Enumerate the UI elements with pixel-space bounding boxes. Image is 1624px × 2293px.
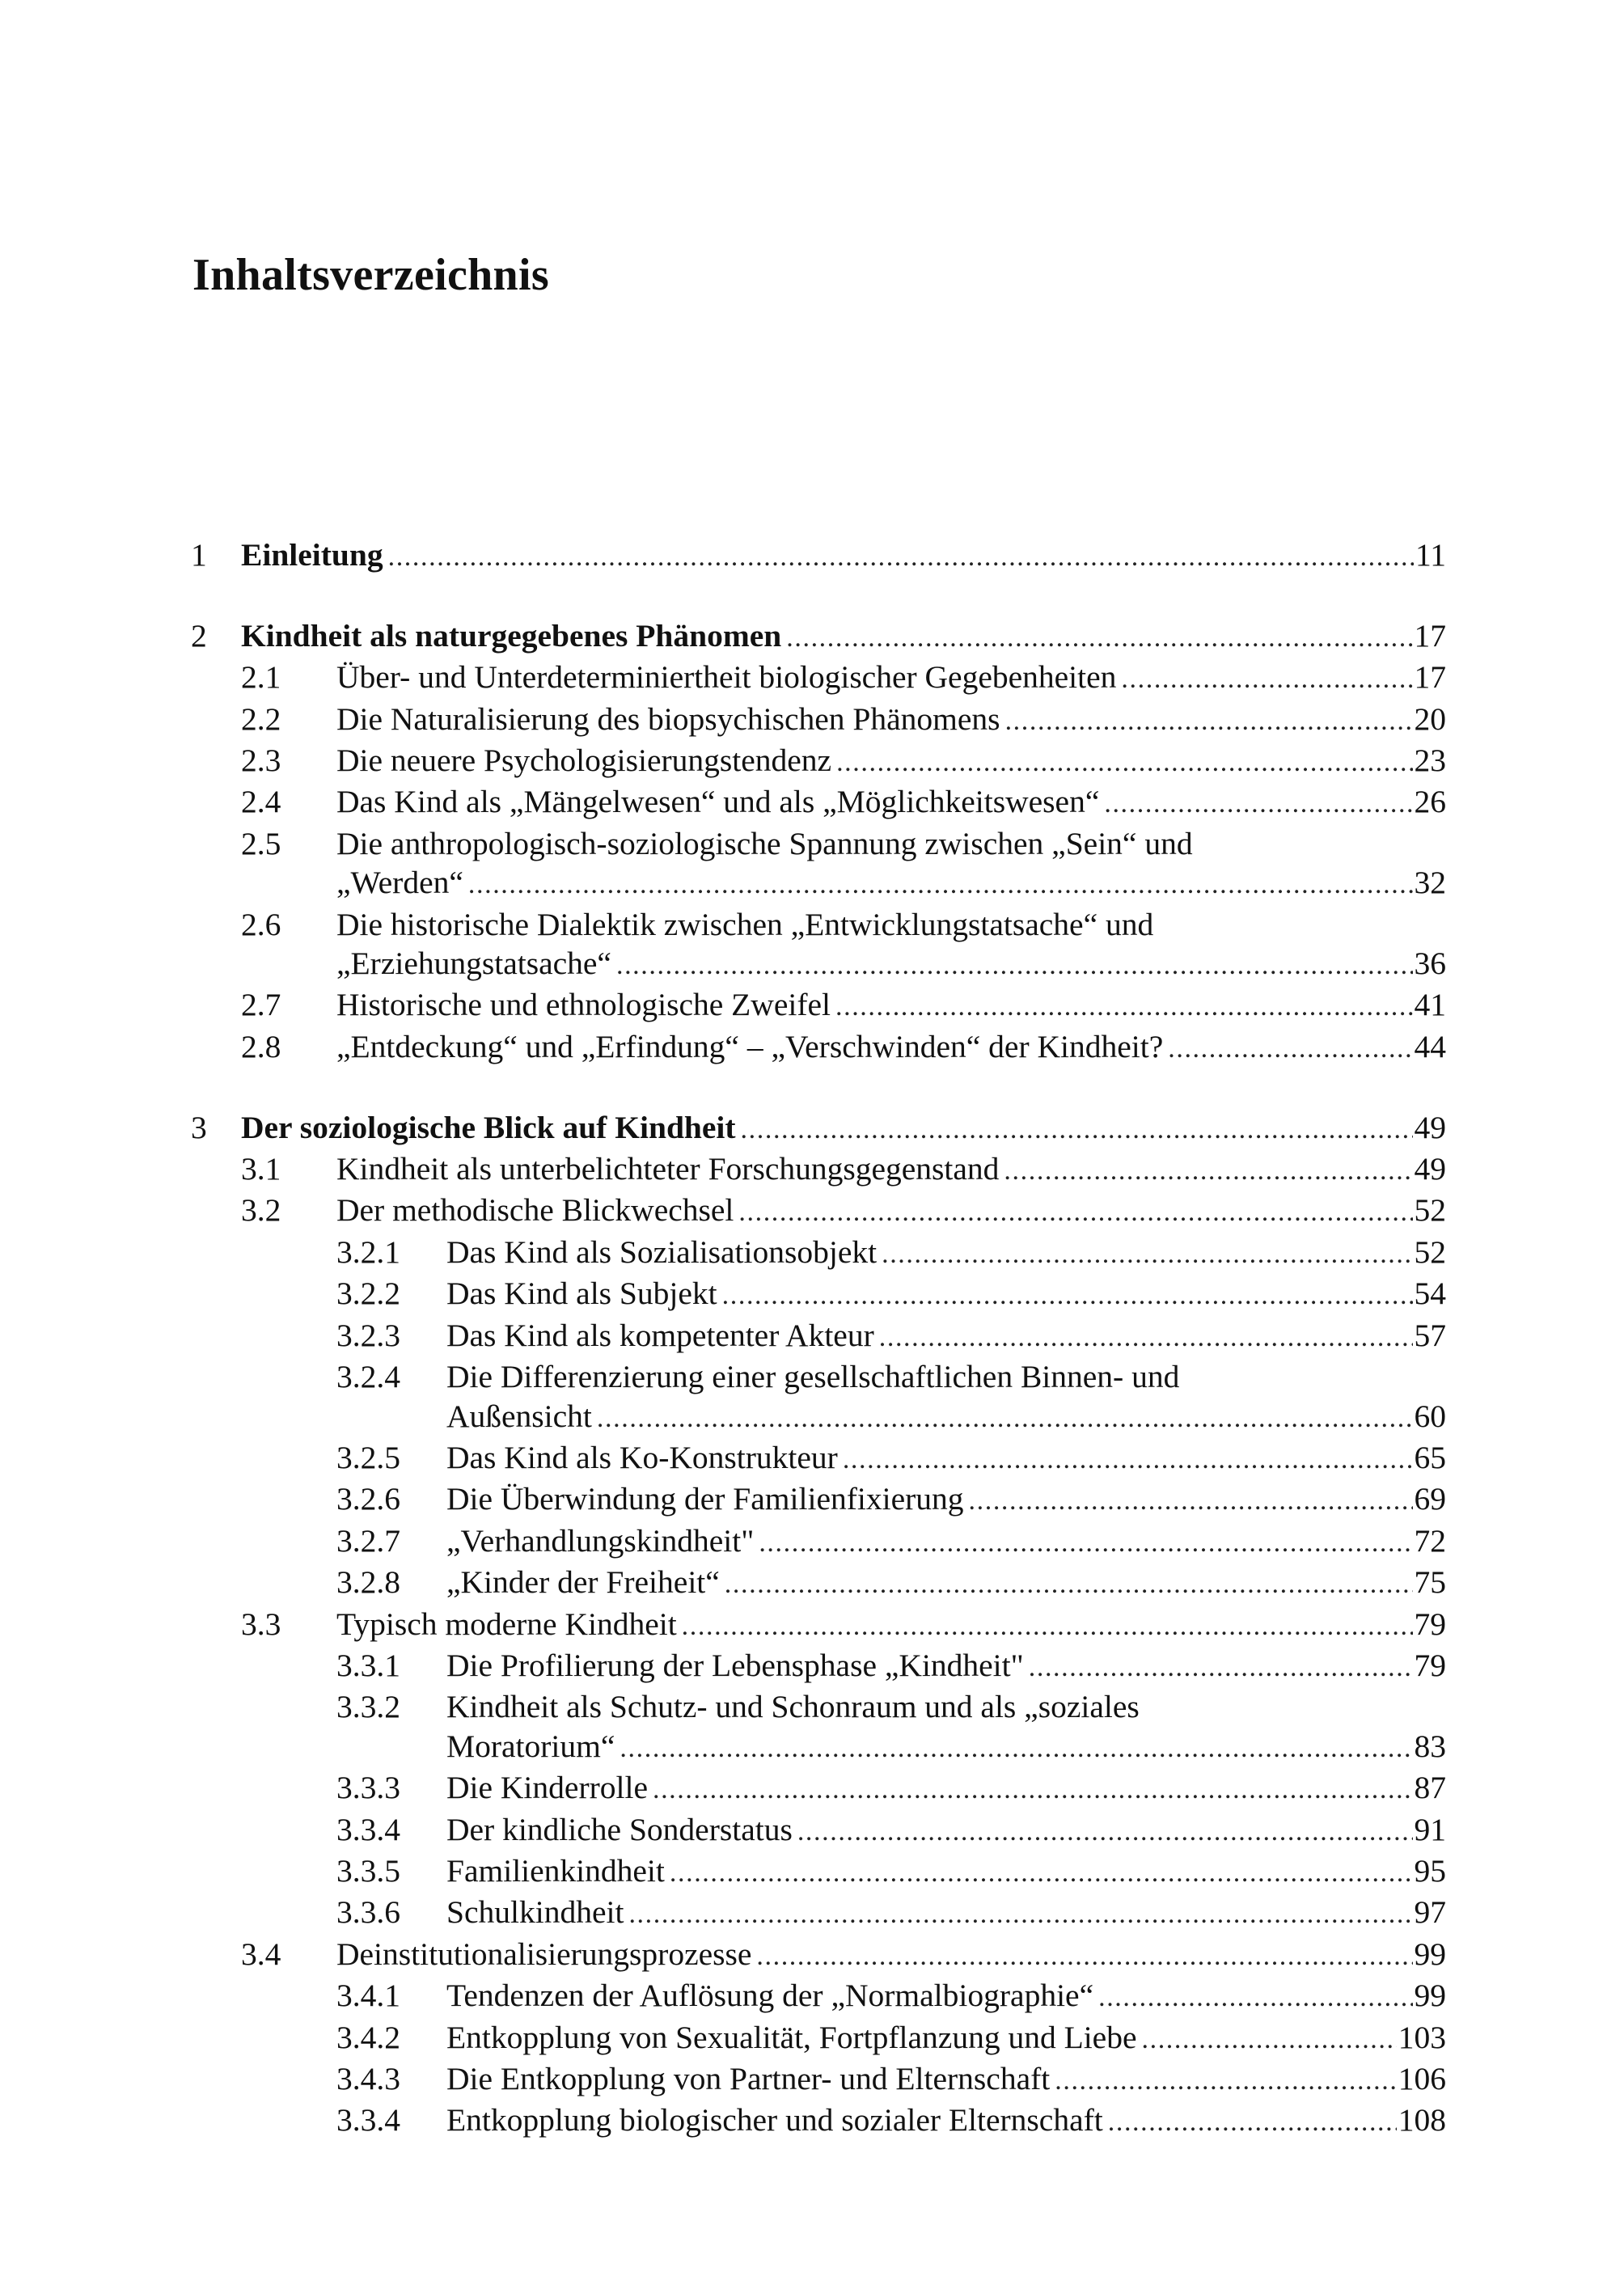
toc-page-number: 69 <box>1414 1481 1446 1517</box>
toc-title: Die Naturalisierung des biopsychischen Phänomens <box>336 700 1000 737</box>
dot-leader <box>882 1235 1412 1274</box>
toc-title: Historische und ethnologische Zweifel <box>336 987 831 1023</box>
toc-title: Über- und Unterdeterminiertheit biologischer Gegebenheiten <box>336 659 1117 696</box>
toc-chapter-1[interactable] <box>191 535 1446 577</box>
toc-number: 3.4.3 <box>336 2061 400 2096</box>
toc-section-2-6[interactable] <box>191 905 1446 986</box>
toc-title: Die Überwindung der Familienfixierung <box>446 1481 964 1517</box>
dot-leader <box>725 1565 1413 1604</box>
toc-title: Das Kind als „Mängelwesen“ und als „Möglichkeitswesen“ <box>336 784 1100 820</box>
dot-leader <box>1108 2103 1397 2142</box>
toc-title-line: Die historische Dialektik zwischen „Entwicklungstatsache“ und <box>336 906 1154 942</box>
toc-page-number: 52 <box>1414 1233 1446 1270</box>
dot-leader <box>670 1854 1413 1893</box>
toc-page-number: 17 <box>1414 617 1446 654</box>
toc-section-3-4[interactable] <box>191 1935 1446 1976</box>
dot-leader <box>682 1607 1413 1646</box>
table-of-contents <box>191 535 1446 2143</box>
toc-section-2-4[interactable] <box>191 782 1446 823</box>
toc-page-number: 57 <box>1414 1317 1446 1353</box>
toc-title: „Erziehungstatsache“ <box>336 946 611 982</box>
dot-leader <box>969 1482 1413 1521</box>
toc-section-2-8[interactable] <box>191 1027 1446 1068</box>
dot-leader <box>388 538 1414 577</box>
toc-number: 3.2 <box>241 1192 281 1229</box>
toc-chapter-3[interactable] <box>191 1108 1446 1149</box>
toc-number: 3.3.4 <box>336 1811 400 1847</box>
dot-leader <box>879 1318 1413 1357</box>
toc-page-number: 95 <box>1414 1852 1446 1889</box>
toc-title: Entkopplung biologischer und sozialer Elternschaft <box>446 2102 1103 2139</box>
toc-subsection-3-3-4[interactable] <box>191 1810 1446 1851</box>
toc-number: 3.2.5 <box>336 1439 400 1475</box>
toc-subsection-3-2-3[interactable] <box>191 1316 1446 1357</box>
toc-page-number: 54 <box>1414 1276 1446 1312</box>
toc-number: 3.4 <box>241 1936 281 1972</box>
toc-title-line: Die anthropologisch-soziologische Spannung zwischen „Sein“ und <box>336 825 1193 861</box>
toc-number: 3.2.3 <box>336 1317 400 1353</box>
toc-subsection-3-4-2[interactable] <box>191 2018 1446 2059</box>
spacer <box>191 1068 1446 1107</box>
toc-number: 3.3.4 <box>336 2102 400 2139</box>
toc-number: 2.2 <box>241 700 281 737</box>
toc-number: 3.3.6 <box>336 1894 400 1931</box>
toc-number: 2.6 <box>241 906 281 942</box>
toc-number: 2.7 <box>241 987 281 1023</box>
dot-leader <box>620 1729 1412 1768</box>
toc-number: 3.2.8 <box>336 1564 400 1601</box>
toc-title-line: Kindheit als Schutz- und Schonraum und als „soziales <box>446 1689 1140 1725</box>
toc-section-2-1[interactable] <box>191 658 1446 699</box>
toc-section-2-7[interactable] <box>191 985 1446 1026</box>
toc-number: 3.2.1 <box>336 1233 400 1270</box>
toc-page-number: 91 <box>1414 1811 1446 1847</box>
toc-number: 3.4.2 <box>336 2019 400 2055</box>
toc-subsection-3-2-7[interactable] <box>191 1521 1446 1563</box>
dot-leader <box>1004 1152 1412 1191</box>
toc-section-3-3[interactable] <box>191 1605 1446 1646</box>
toc-subsection-3-2-2[interactable] <box>191 1274 1446 1315</box>
toc-title: Das Kind als Subjekt <box>446 1276 717 1312</box>
toc-section-3-1[interactable] <box>191 1149 1446 1191</box>
toc-number: 3.2.7 <box>336 1522 400 1559</box>
toc-title: Außensicht <box>446 1398 592 1434</box>
toc-title: Familienkindheit <box>446 1852 665 1889</box>
dot-leader <box>843 1441 1413 1479</box>
toc-number: 1 <box>191 537 207 573</box>
toc-title: Tendenzen der Auflösung der „Normalbiographie“ <box>446 1978 1094 2014</box>
dot-leader <box>628 1895 1412 1934</box>
toc-title: Die Profilierung der Lebensphase „Kindheit" <box>446 1647 1024 1683</box>
toc-title-line: Die Differenzierung einer gesellschaftlichen Binnen- und <box>446 1359 1180 1395</box>
toc-section-3-2[interactable] <box>191 1191 1446 1232</box>
toc-page-number: 108 <box>1398 2102 1446 2139</box>
toc-title: Kindheit als naturgegebenes Phänomen <box>241 617 782 654</box>
toc-subsection-3-4-1[interactable] <box>191 1976 1446 2017</box>
toc-page-number: 23 <box>1414 742 1446 779</box>
toc-title: Die Entkopplung von Partner- und Elternschaft <box>446 2061 1051 2096</box>
toc-title: Das Kind als Ko-Konstrukteur <box>446 1439 838 1475</box>
toc-page-number: 83 <box>1414 1728 1446 1764</box>
toc-subsection-3-2-6[interactable] <box>191 1479 1446 1521</box>
toc-number: 2 <box>191 617 207 654</box>
toc-subsection-3-2-8[interactable] <box>191 1563 1446 1604</box>
toc-title: Das Kind als kompetenter Akteur <box>446 1317 874 1353</box>
toc-number: 3.4.1 <box>336 1978 400 2014</box>
dot-leader <box>759 1524 1412 1563</box>
dot-leader <box>1005 702 1413 741</box>
toc-title: Die Kinderrolle <box>446 1770 648 1806</box>
dot-leader <box>836 743 1412 782</box>
toc-title: Der methodische Blickwechsel <box>336 1192 734 1229</box>
toc-number: 3.2.2 <box>336 1276 400 1312</box>
toc-page-number: 26 <box>1414 784 1446 820</box>
toc-title: „Entdeckung“ und „Erfindung“ – „Verschwinden“ der Kindheit? <box>336 1028 1164 1064</box>
dot-leader <box>722 1276 1413 1315</box>
dot-leader <box>1168 1030 1412 1068</box>
toc-section-2-2[interactable] <box>191 700 1446 741</box>
dot-leader <box>1098 1978 1412 2017</box>
toc-section-2-3[interactable] <box>191 741 1446 782</box>
toc-page-number: 60 <box>1414 1398 1446 1434</box>
toc-page-number: 99 <box>1414 1978 1446 2014</box>
toc-subsection-3-3-2[interactable] <box>191 1687 1446 1768</box>
toc-page-number: 49 <box>1414 1151 1446 1187</box>
toc-page-number: 79 <box>1414 1606 1446 1642</box>
spacer <box>191 577 1446 616</box>
toc-subsection-3-3-5[interactable] <box>191 1851 1446 1893</box>
dot-leader <box>835 988 1413 1026</box>
toc-number: 3.3.2 <box>336 1689 400 1725</box>
dot-leader <box>786 619 1412 658</box>
toc-subsection-3-4-4[interactable] <box>191 2101 1446 2142</box>
toc-title: „Kinder der Freiheit“ <box>446 1564 720 1601</box>
toc-title: Moratorium“ <box>446 1728 615 1764</box>
toc-page-number: 36 <box>1414 946 1446 982</box>
toc-page-number: 32 <box>1414 865 1446 901</box>
dot-leader <box>616 946 1413 985</box>
toc-page-number: 41 <box>1414 987 1446 1023</box>
toc-page-number: 72 <box>1414 1522 1446 1559</box>
toc-title: Einleitung <box>241 537 383 573</box>
dot-leader <box>741 1111 1413 1149</box>
toc-number: 2.5 <box>241 825 281 861</box>
toc-number: 3.3.3 <box>336 1770 400 1806</box>
dot-leader <box>797 1813 1413 1851</box>
toc-number: 3.3.1 <box>336 1647 400 1683</box>
toc-chapter-2[interactable] <box>191 616 1446 658</box>
toc-number: 3.3 <box>241 1606 281 1642</box>
toc-number: 2.8 <box>241 1028 281 1064</box>
toc-subsection-3-4-3[interactable] <box>191 2059 1446 2101</box>
dot-leader <box>1121 660 1412 699</box>
toc-page-number: 49 <box>1414 1109 1446 1145</box>
toc-title: Das Kind als Sozialisationsobjekt <box>446 1233 878 1270</box>
toc-number: 2.4 <box>241 784 281 820</box>
toc-subsection-3-2-5[interactable] <box>191 1438 1446 1479</box>
dot-leader <box>1029 1648 1413 1687</box>
toc-number: 2.1 <box>241 659 281 696</box>
dot-leader <box>597 1399 1413 1438</box>
toc-number: 3.1 <box>241 1151 281 1187</box>
dot-leader <box>756 1937 1412 1976</box>
toc-subsection-3-3-1[interactable] <box>191 1646 1446 1687</box>
dot-leader <box>468 865 1413 904</box>
page-title: Inhaltsverzeichnis <box>192 250 549 300</box>
toc-title: Typisch moderne Kindheit <box>336 1606 677 1642</box>
dot-leader <box>1142 2020 1397 2059</box>
toc-page-number: 103 <box>1398 2019 1446 2055</box>
toc-title: „Werden“ <box>336 865 463 901</box>
toc-page-number: 75 <box>1414 1564 1446 1601</box>
toc-subsection-3-2-4[interactable] <box>191 1357 1446 1438</box>
toc-title: Kindheit als unterbelichteter Forschungsgegenstand <box>336 1151 1000 1187</box>
toc-title: Deinstitutionalisierungsprozesse <box>336 1936 752 1972</box>
toc-number: 2.3 <box>241 742 281 779</box>
toc-page-number: 65 <box>1414 1439 1446 1475</box>
toc-number: 3.3.5 <box>336 1852 400 1889</box>
toc-page-number: 99 <box>1414 1936 1446 1972</box>
toc-section-2-5[interactable] <box>191 824 1446 905</box>
toc-title: Schulkindheit <box>446 1894 624 1931</box>
toc-page-number: 20 <box>1414 700 1446 737</box>
toc-page-number: 79 <box>1414 1647 1446 1683</box>
toc-number: 3 <box>191 1109 207 1145</box>
toc-title: Der soziologische Blick auf Kindheit <box>241 1109 736 1145</box>
toc-number: 3.2.6 <box>336 1481 400 1517</box>
dot-leader <box>738 1193 1412 1232</box>
dot-leader <box>1104 785 1412 823</box>
toc-page-number: 52 <box>1414 1192 1446 1229</box>
toc-number: 3.2.4 <box>336 1359 400 1395</box>
toc-page-number: 106 <box>1398 2061 1446 2096</box>
toc-subsection-3-2-1[interactable] <box>191 1233 1446 1274</box>
toc-subsection-3-3-6[interactable] <box>191 1893 1446 1934</box>
toc-page-number: 97 <box>1414 1894 1446 1931</box>
toc-page-number: 11 <box>1415 537 1446 573</box>
toc-page-number: 17 <box>1414 659 1446 696</box>
toc-subsection-3-3-3[interactable] <box>191 1768 1446 1809</box>
toc-title: „Verhandlungskindheit" <box>446 1522 755 1559</box>
toc-page-number: 44 <box>1414 1028 1446 1064</box>
dot-leader <box>653 1771 1413 1809</box>
toc-title: Der kindliche Sonderstatus <box>446 1811 793 1847</box>
dot-leader <box>1055 2062 1397 2101</box>
toc-title: Entkopplung von Sexualität, Fortpflanzung und Liebe <box>446 2019 1137 2055</box>
toc-page-number: 87 <box>1414 1770 1446 1806</box>
toc-title: Die neuere Psychologisierungstendenz <box>336 742 832 779</box>
